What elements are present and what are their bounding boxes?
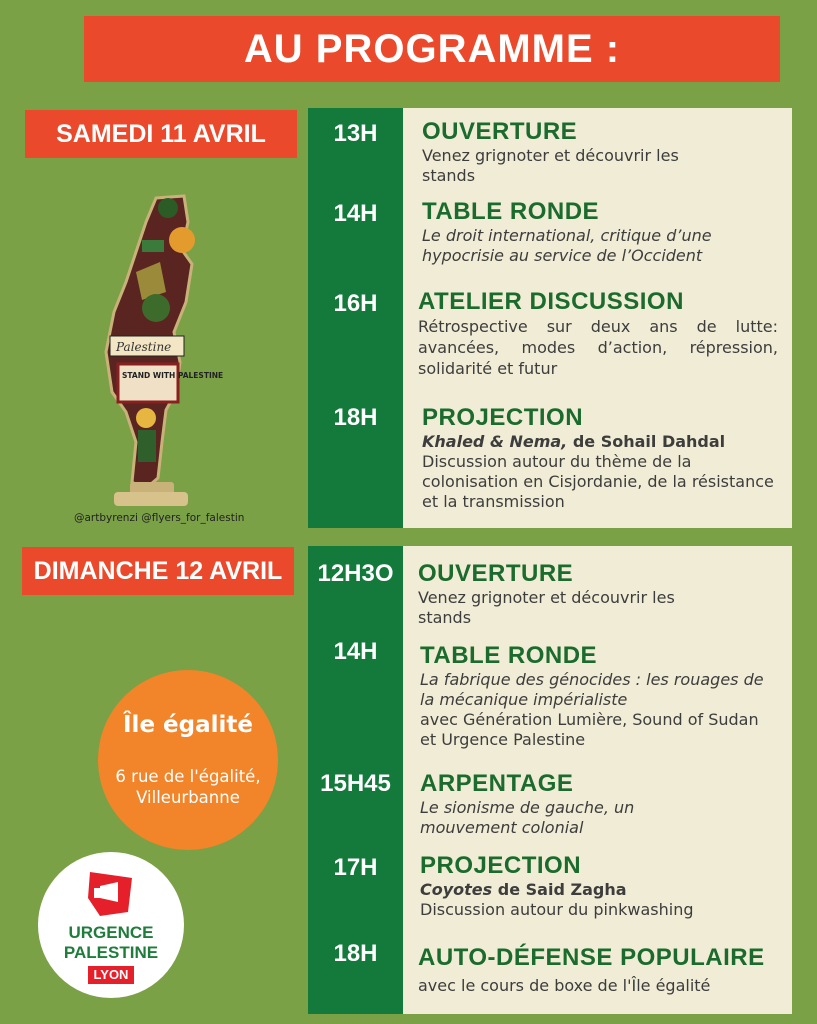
- page-title: AU PROGRAMME :: [84, 16, 780, 82]
- venue-address-line1: 6 rue de l'égalité,: [115, 767, 261, 786]
- schedule-panel-sunday: [308, 546, 792, 1014]
- event-title: TABLE RONDE: [420, 642, 598, 669]
- event-time: 13H: [333, 120, 378, 147]
- event-time: 18H: [333, 404, 378, 431]
- film-director: de Said Zagha: [492, 880, 627, 899]
- film-title: Coyotes: [420, 880, 493, 899]
- event-title: AUTO-DÉFENSE POPULAIRE: [418, 944, 765, 971]
- artwork-credit: @artbyrenzi @flyers_for_falestin: [74, 512, 245, 524]
- event-time: 18H: [333, 940, 378, 967]
- event-item: [422, 118, 778, 186]
- event-item: [422, 404, 778, 512]
- venue-badge: [98, 670, 278, 850]
- event-time: 14H: [333, 638, 378, 665]
- event-desc-italic: Le sionisme de gauche, un mouvement colonial: [420, 798, 635, 837]
- megaphone-icon: [84, 868, 138, 920]
- event-item: [418, 288, 778, 379]
- event-title: OUVERTURE: [422, 118, 578, 145]
- logo-line3: LYON: [88, 966, 134, 984]
- event-item: [418, 944, 786, 996]
- event-film: [420, 880, 778, 900]
- event-desc: Le droit international, critique d’une hypocrisie au service de l’Occident: [422, 226, 712, 265]
- urgence-palestine-logo: [38, 852, 184, 998]
- artwork-text-stand: STAND WITH PALESTINE: [122, 371, 224, 380]
- venue-address: [98, 766, 278, 808]
- event-desc: Discussion autour du thème de la colonisation en Cisjordanie, de la résistance et la transmission: [422, 452, 774, 511]
- venue-address-line2: Villeurbanne: [136, 788, 240, 807]
- event-title: PROJECTION: [422, 404, 584, 431]
- event-desc: Venez grignoter et découvrir les stands: [422, 146, 679, 185]
- schedule-panel-saturday: [308, 108, 792, 528]
- palestine-map-artwork: [96, 192, 224, 512]
- logo-line2: PALESTINE: [63, 943, 159, 962]
- event-desc-italic: La fabrique des génocides : les rouages de la mécanique impérialiste: [420, 670, 764, 709]
- event-item: [418, 560, 778, 628]
- event-title: PROJECTION: [420, 852, 582, 879]
- time-column: [308, 108, 403, 528]
- event-item: [420, 770, 778, 838]
- film-director: de Sohail Dahdal: [567, 432, 726, 451]
- event-item: [420, 642, 778, 750]
- event-title: ARPENTAGE: [420, 770, 574, 797]
- event-film: [422, 432, 778, 452]
- event-time: 16H: [333, 290, 378, 317]
- day-label-saturday: SAMEDI 11 AVRIL: [25, 110, 297, 158]
- film-title: Khaled & Nema,: [422, 432, 568, 451]
- event-time: 12H3O: [317, 560, 394, 587]
- event-title: TABLE RONDE: [422, 198, 600, 225]
- artwork-text-palestine: Palestine: [116, 340, 172, 354]
- event-item: [420, 852, 778, 920]
- event-title: OUVERTURE: [418, 560, 574, 587]
- event-item: [422, 198, 778, 266]
- event-time: 15H45: [320, 770, 391, 797]
- event-desc: avec le cours de boxe de l'Île égalité: [418, 976, 711, 995]
- venue-name: Île égalité: [123, 712, 253, 738]
- event-time: 14H: [333, 200, 378, 227]
- event-desc: Discussion autour du pinkwashing: [420, 900, 694, 919]
- day-label-sunday: DIMANCHE 12 AVRIL: [22, 547, 294, 595]
- event-desc: Venez grignoter et découvrir les stands: [418, 588, 675, 627]
- event-time: 17H: [333, 854, 378, 881]
- event-desc: avec Génération Lumière, Sound of Sudan et Urgence Palestine: [420, 710, 759, 749]
- event-desc: Rétrospective sur deux ans de lutte: avancées, modes d’action, répression, solidarité et futur: [418, 317, 778, 378]
- logo-line1: URGENCE: [68, 923, 154, 942]
- event-title: ATELIER DISCUSSION: [418, 288, 684, 315]
